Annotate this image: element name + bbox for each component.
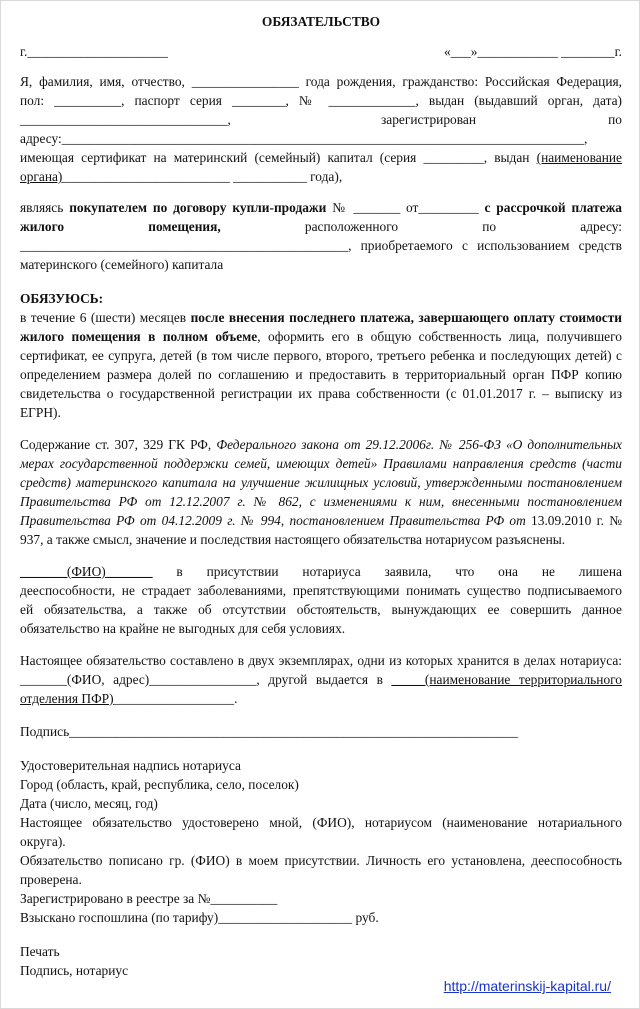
federal-law-ref: Федерального закона от 29.12.2006г. № 256-ФЗ «О дополнительных bbox=[216, 437, 622, 452]
notary-signed-1: Обязательство пописано гр. (ФИО) в моем присутствии. Личность его установлена, дееспособность bbox=[20, 853, 622, 868]
amendments-text: , с изменениями к ним, внесенными постановлением bbox=[298, 494, 622, 509]
intro-line-2: пол: __________, паспорт серия ________, № _____________, выдан (выдавший орган, дата) bbox=[20, 93, 622, 108]
issuer-organ-label: органа) bbox=[20, 169, 63, 184]
fio-line-3: ей обязательства, а также об отсутствии обстоятельств, вынуждающих ее совершить данное bbox=[20, 602, 622, 617]
notary-certified-2: округа). bbox=[20, 834, 66, 849]
certificate-line-2 bbox=[20, 168, 622, 187]
contract-number: № _______ от_________ bbox=[326, 200, 485, 215]
oblig-line-4: определением размера долей по соглашению и предоставить в территориальный орган ПФР копию bbox=[20, 367, 622, 382]
located-text: расположенного по адресу: bbox=[220, 219, 622, 234]
notary-certified-1: Настоящее обязательство удостоверено мной, (ФИО), нотариусом (наименование нотариального bbox=[20, 815, 622, 830]
intro-blank: _______________________________, bbox=[20, 112, 231, 127]
pfr-office-label: отделения ПФР) bbox=[20, 691, 114, 706]
registered-label: зарегистрирован по bbox=[381, 112, 622, 127]
content-line-4 bbox=[20, 493, 622, 512]
copies-line-1: Настоящее обязательство составлено в двух экземплярах, одни из которых хранится в делах нотариуса: bbox=[20, 653, 622, 668]
buyer-line-1 bbox=[20, 199, 622, 218]
content-line-6: 937, а также смысл, значение и последствия настоящего обязательства нотариусом разъяснены. bbox=[20, 532, 566, 547]
fio-line-2: дееспособности, не страдает заболеваниями, препятствующими понимать существо подписываемого bbox=[20, 583, 622, 598]
fio-line-1 bbox=[20, 563, 622, 582]
registry-number: Зарегистрировано в реестре за №__________ bbox=[20, 891, 278, 906]
oblig-term: в течение 6 (шести) месяцев bbox=[20, 310, 191, 325]
copies-line-3 bbox=[20, 690, 622, 709]
intro-line-3 bbox=[20, 111, 622, 130]
oblig-line-1 bbox=[20, 309, 622, 328]
oblig-condition: после внесения последнего платежа, завершающего оплату стоимости bbox=[190, 310, 622, 325]
buyer-text: являясь bbox=[20, 200, 70, 215]
buyer-line-4: материнского (семейного) капитала bbox=[20, 257, 224, 272]
notary-inscription: Удостоверительная надпись нотариуса bbox=[20, 758, 241, 773]
source-link[interactable]: http://materinskij-kapital.ru/ bbox=[443, 978, 611, 994]
installment-text: с рассрочкой платежа bbox=[484, 200, 622, 215]
date-field: «___»____________ ________г. bbox=[443, 44, 622, 59]
oblig-full-amount: жилого помещения в полном объеме bbox=[20, 329, 258, 344]
state-fee: Взыскано госпошлина (по тарифу)____________________ руб. bbox=[20, 910, 379, 925]
certificate-line bbox=[20, 149, 622, 168]
city-field: г._____________________ bbox=[20, 44, 168, 59]
copies-line-2 bbox=[20, 671, 622, 690]
intro-line-1: Я, фамилия, имя, отчество, ________________ года рождения, гражданство: Российская Федерация, bbox=[20, 74, 622, 89]
seal-label: Печать bbox=[20, 944, 60, 959]
content-line-2: мерах государственной поддержки семей, имеющих детей» Правилами направления средств (части bbox=[20, 456, 622, 471]
pfr-office-underline: __________________. bbox=[113, 691, 238, 706]
pfr-office-blank: _____(наименование территориального bbox=[391, 672, 623, 687]
fio-address-blank: _______(ФИО, адрес)________________ bbox=[20, 672, 257, 687]
notary-city: Город (область, край, республика, село, поселок) bbox=[20, 777, 299, 792]
content-line-3: средств) материнского капитала на улучшение жилищных условий, утвержденными постановлением bbox=[20, 475, 622, 490]
resolution-862: Правительства РФ от 12.12.2007 г. № 862 bbox=[20, 494, 299, 509]
resolution-937-date: 13.09.2010 г. № bbox=[531, 513, 622, 528]
notary-signature: Подпись, нотариус bbox=[20, 963, 129, 978]
oblig-line-2 bbox=[20, 328, 622, 347]
civil-code-ref: Содержание ст. 307, 329 ГК РФ, bbox=[20, 437, 217, 452]
fio-line-4: обязательство на крайне не выгодных для себя условиях. bbox=[20, 621, 346, 636]
oblig-ownership: , оформить его в общую собственность лица, получившего bbox=[257, 329, 622, 344]
obligation-heading: ОБЯЗУЮСЬ: bbox=[20, 291, 104, 306]
notary-presence-text: в присутствии нотариуса заявила, что она не лишена bbox=[152, 564, 622, 579]
certificate-date: _________________________ ___________ года), bbox=[62, 169, 343, 184]
oblig-line-3: сертификат, ее супруга, детей (в том числе первого, второго, третьего ребенка и последующих детей) с bbox=[20, 348, 622, 363]
buyer-contract: покупателем по договору купли-продажи bbox=[69, 200, 327, 215]
buyer-line-3: _________________________________________________, приобретаемого с использованием средств bbox=[20, 238, 622, 253]
content-line-5 bbox=[20, 512, 622, 531]
address-line: адресу:______________________________________________________________________________, bbox=[20, 131, 588, 146]
document-title: ОБЯЗАТЕЛЬСТВО bbox=[261, 14, 381, 29]
content-line-1 bbox=[20, 436, 622, 455]
fio-blank: _______(ФИО)_______ bbox=[20, 564, 153, 579]
oblig-line-6: ЕГРН). bbox=[20, 405, 61, 420]
resolution-994: Правительства РФ от 04.12.2009 г. № 994, постановлением Правительства РФ от bbox=[20, 513, 532, 528]
other-copy-text: , другой выдается в bbox=[256, 672, 392, 687]
notary-signed-2: проверена. bbox=[20, 872, 82, 887]
buyer-line-2 bbox=[20, 218, 622, 237]
issuer-name-label: (наименование bbox=[536, 150, 622, 165]
notary-date: Дата (число, месяц, год) bbox=[20, 796, 158, 811]
signature-line: Подпись___________________________________________________________________ bbox=[20, 724, 518, 739]
housing-text: жилого помещения, bbox=[20, 219, 221, 234]
oblig-line-5: свидетельства о государственной регистрации их права собственности (с 01.01.2017 г. – выписку из bbox=[20, 386, 622, 401]
certificate-text: имеющая сертификат на материнский (семейный) капитал (серия _________, выдан bbox=[20, 150, 537, 165]
